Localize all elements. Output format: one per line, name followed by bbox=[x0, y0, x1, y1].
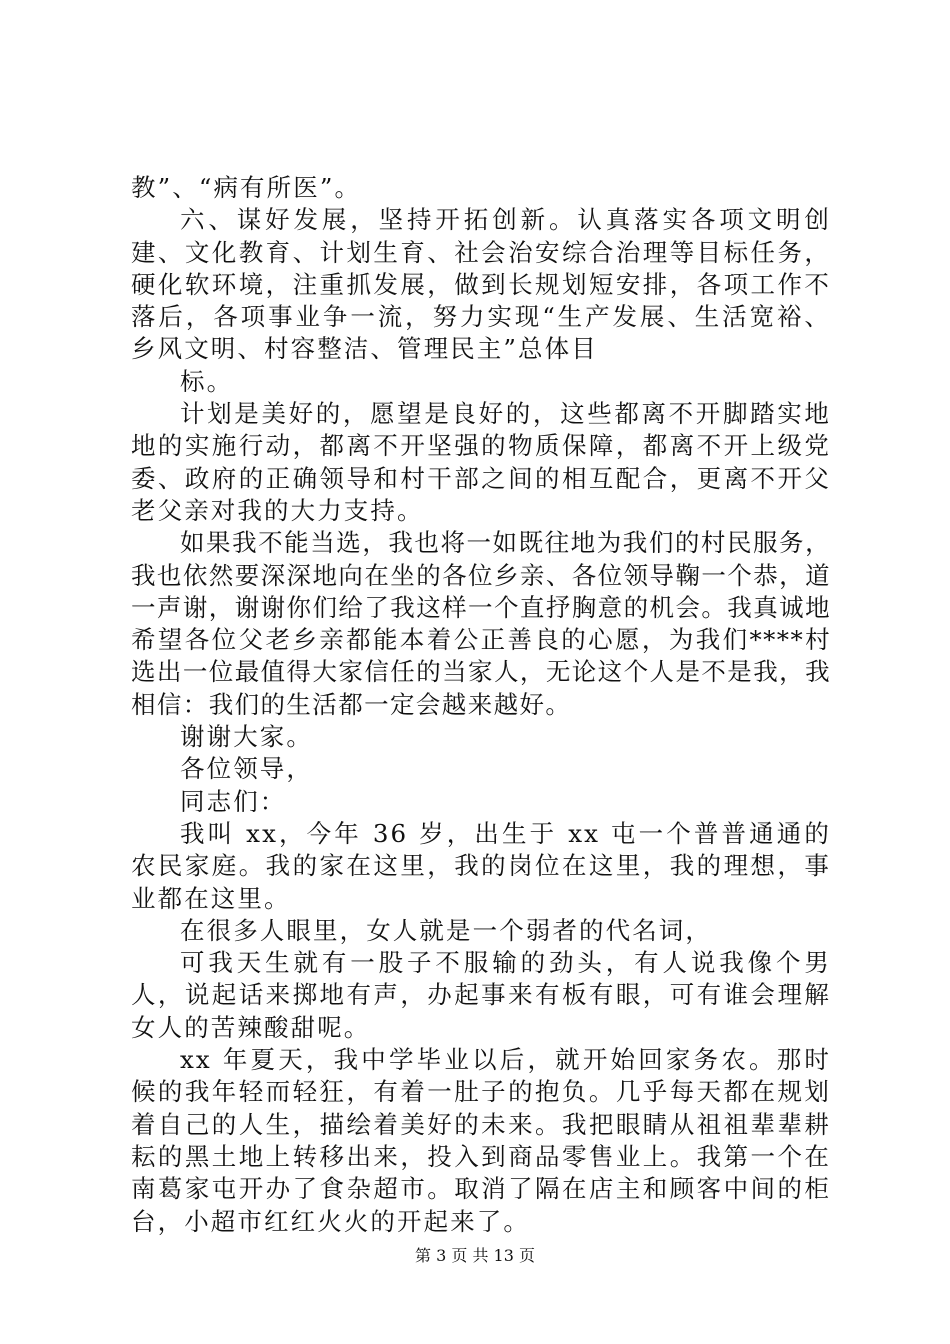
paragraph: 教”、“病有所医”。 bbox=[131, 173, 362, 202]
paragraph: 如果我不能当选，我也将一如既往地为我们的村民服务，我也依然要深深地向在坐的各位乡亲、各位领导鞠一个恭，道一声谢，谢谢你们给了我这样一个直抒胸意的机会。我真诚地希望各位父老乡亲都能本着公正善良的心愿，为我们****村选出一位最值得大家信任的当家人，无论这个人是不是我，我相信：我们的生活都一定会越来越好。 bbox=[131, 528, 831, 719]
page-footer bbox=[0, 1243, 950, 1266]
paragraph: 标。 bbox=[180, 366, 234, 396]
body-text bbox=[131, 172, 831, 1238]
paragraph: 可我天生就有一股子不服输的劲头，有人说我像个男人，说起话来掷地有声，办起事来有板有眼，可有谁会理解女人的苦辣酸甜呢。 bbox=[131, 948, 831, 1042]
paragraph: 各位领导， bbox=[180, 754, 313, 784]
paragraph: 计划是美好的，愿望是良好的，这些都离不开脚踏实地地的实施行动，都离不开坚强的物质保障，都离不开上级党委、政府的正确领导和村干部之间的相互配合，更离不开父老父亲对我的大力支持。 bbox=[131, 399, 831, 525]
page-number: 第 3 页 共 13 页 bbox=[415, 1246, 535, 1265]
paragraph: 在很多人眼里，女人就是一个弱者的代名词， bbox=[180, 915, 712, 945]
paragraph: 谢谢大家。 bbox=[180, 722, 313, 752]
paragraph: xx 年夏天，我中学毕业以后，就开始回家务农。那时候的我年轻而轻狂，有着一肚子的抱负。几乎每天都在规划着自己的人生，描绘着美好的未来。我把眼睛从祖祖辈辈耕耘的黑土地上转移出来，投入到商品零售业上。我第一个在南葛家屯开办了食杂超市。取消了隔在店主和顾客中间的柜台，小超市红红火火的开起来了。 bbox=[131, 1045, 831, 1236]
paragraph: 我叫 xx，今年 36 岁，出生于 xx 屯一个普普通通的农民家庭。我的家在这里，我的岗位在这里，我的理想，事业都在这里。 bbox=[131, 818, 831, 913]
paragraph: 六、谋好发展，坚持开拓创新。认真落实各项文明创建、文化教育、计划生育、社会治安综合治理等目标任务，硬化软环境，注重抓发展，做到长规划短安排，各项工作不落后，各项事业争一流，努力实现“生产发展、生活宽裕、乡风文明、村容整洁、管理民主”总体目 bbox=[131, 205, 831, 364]
paragraph: 同志们： bbox=[180, 786, 287, 816]
